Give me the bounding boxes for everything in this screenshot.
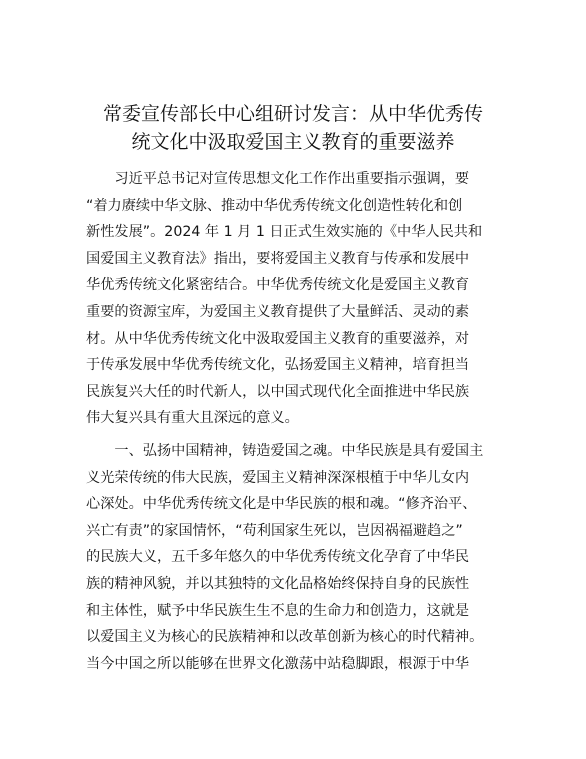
paragraph-line: 新性发展”。2024 年 1 月 1 日正式生效实施的《中华人民共和 [86,224,483,241]
paragraph-line: 国爱国主义教育法》指出，要将爱国主义教育与传承和发展中 [86,250,470,267]
paragraph-line: 族的精神风貌，并以其独特的文化品格始终保持自身的民族性 [86,575,470,592]
paragraph-line: 和主体性，赋予中华民族生生不息的生命力和创造力，这就是 [86,602,470,619]
document-title [0,100,586,156]
paragraph-line: “着力赓续中华文脉、推动中华优秀传统文化创造性转化和创 [86,197,463,214]
paragraph-line: 的民族大义，五千多年悠久的中华优秀传统文化孕育了中华民 [86,549,470,566]
paragraph-line: 伟大复兴具有重大且深远的意义。 [86,410,299,427]
paragraph-line: 当今中国之所以能够在世界文化激荡中站稳脚跟，根源于中华 [86,655,470,672]
paragraph-line: 材。从中华优秀传统文化中汲取爱国主义教育的重要滋养，对 [86,330,470,347]
paragraph-1 [86,166,506,432]
paragraph-line: 习近平总书记对宣传思想文化工作作出重要指示强调，要 [86,171,470,187]
paragraph-line: 于传承发展中华优秀传统文化，弘扬爱国主义精神，培育担当 [86,357,470,374]
title-line-2: 统文化中汲取爱国主义教育的重要滋养 [131,131,455,153]
paragraph-line: 一、弘扬中国精神，铸造爱国之魂。中华民族是具有爱国主 [86,442,484,459]
paragraph-line: 心深处。中华优秀传统文化是中华民族的根和魂。“修齐治平、 [86,496,477,513]
paragraph-line: 义光荣传统的伟大民族，爱国主义精神深深根植于中华儿女内 [86,469,470,486]
document-body [86,166,506,677]
paragraph-line: 华优秀传统文化紧密结合。中华优秀传统文化是爱国主义教育 [86,277,470,294]
paragraph-line: 重要的资源宝库，为爱国主义教育提供了大量鲜活、灵动的素 [86,303,470,320]
paragraph-line: 兴亡有责”的家国情怀，“苟利国家生死以，岂因祸福避趋之” [86,522,463,539]
title-line-1: 常委宣传部长中心组研讨发言：从中华优秀传 [102,103,483,125]
paragraph-line: 民族复兴大任的时代新人，以中国式现代化全面推进中华民族 [86,383,470,400]
paragraph-line: 以爱国主义为核心的民族精神和以改革创新为核心的时代精神。 [86,629,484,646]
paragraph-2 [86,438,506,677]
